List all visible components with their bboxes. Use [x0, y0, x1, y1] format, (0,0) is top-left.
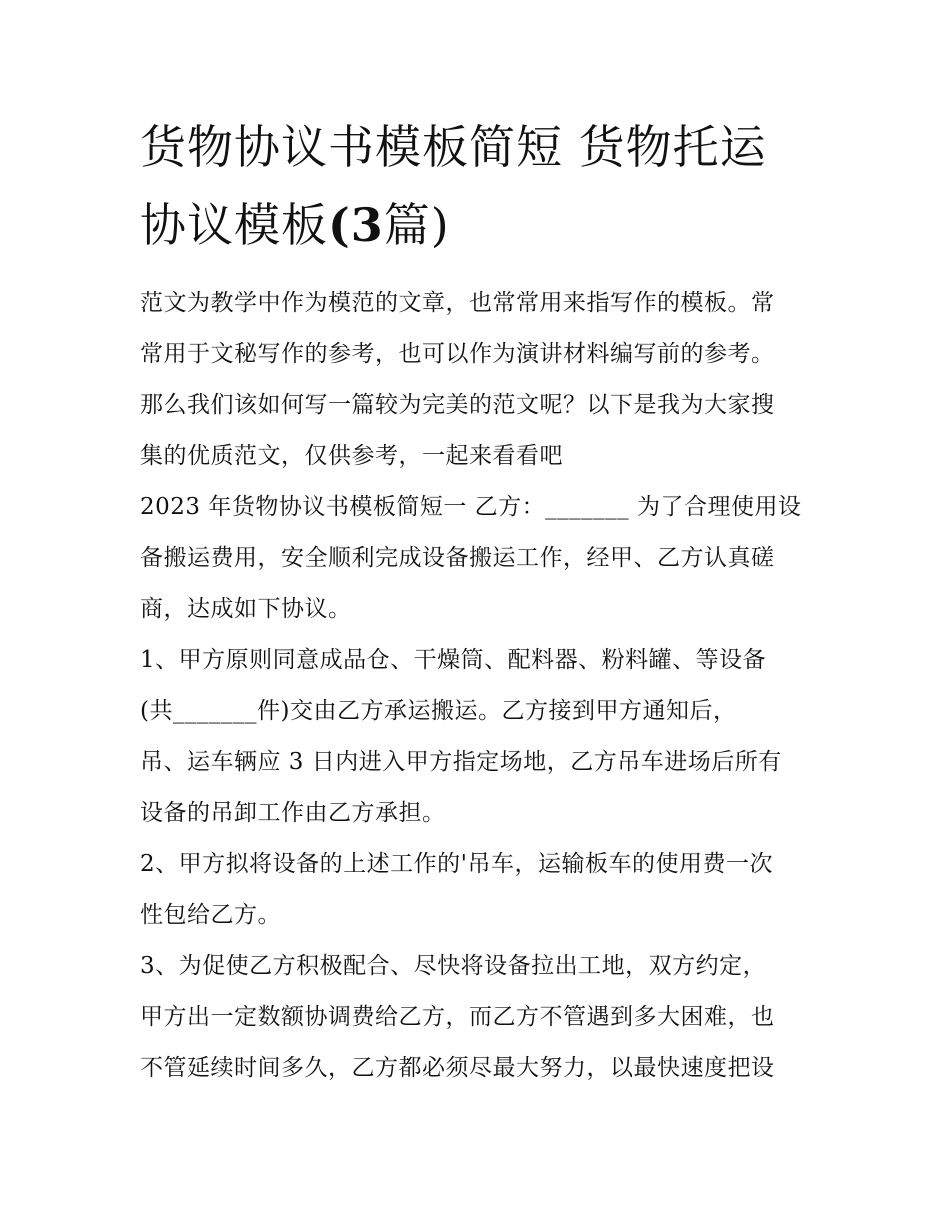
- section-1-line: 2023 年货物协议书模板简短一 乙方：_______ 为了合理使用设: [140, 494, 802, 520]
- clause-1-paragraph: [140, 635, 820, 839]
- title-line-1: 货物协议书模板简短 货物托运: [140, 120, 767, 174]
- intro-paragraph: [140, 278, 820, 482]
- clause-1-line: 吊、运车辆应 3 日内进入甲方指定场地，乙方吊车进场后所有: [140, 749, 782, 775]
- section-1-line: 备搬运费用，安全顺利完成设备搬运工作，经甲、乙方认真磋: [140, 545, 775, 571]
- clause-2-line: 2、甲方拟将设备的上述工作的'吊车，运输板车的使用费一次: [140, 851, 773, 877]
- document-page: [140, 108, 820, 1094]
- intro-line: 常用于文秘写作的参考，也可以作为演讲材料编写前的参考。: [140, 341, 775, 367]
- clause-3-line: 甲方出一定数额协调费给乙方，而乙方不管遇到多大困难，也: [140, 1004, 775, 1030]
- clause-2-line: 性包给乙方。: [140, 902, 281, 928]
- intro-line: 集的优质范文，仅供参考，一起来看看吧: [140, 443, 563, 469]
- clause-2-paragraph: [140, 839, 820, 941]
- clause-3-line: 3、为促使乙方积极配合、尽快将设备拉出工地，双方约定，: [140, 953, 767, 979]
- intro-line: 那么我们该如何写一篇较为完美的范文呢？以下是我为大家搜: [140, 392, 775, 418]
- title-line-2-text: 协议模板: [140, 198, 328, 252]
- title-line-2-count: (3: [328, 198, 384, 252]
- clause-1-line: (共_______件)交由乙方承运搬运。乙方接到甲方通知后，: [140, 698, 737, 724]
- clause-1-line: 1、甲方原则同意成品仓、干燥筒、配料器、粉料罐、等设备: [140, 647, 767, 673]
- clause-1-line: 设备的吊卸工作由乙方承担。: [140, 800, 446, 826]
- title-line-2-end: 篇): [383, 198, 450, 252]
- title-line-2: [140, 186, 820, 264]
- clause-3-paragraph: [140, 941, 820, 1094]
- clause-3-line: 不管延续时间多久，乙方都必须尽最大努力，以最快速度把设: [140, 1055, 775, 1081]
- document-title: [140, 108, 820, 264]
- section-1-line: 商，达成如下协议。: [140, 596, 352, 622]
- section-1-paragraph: [140, 482, 820, 635]
- intro-line: 范文为教学中作为模范的文章，也常常用来指写作的模板。常: [140, 290, 775, 316]
